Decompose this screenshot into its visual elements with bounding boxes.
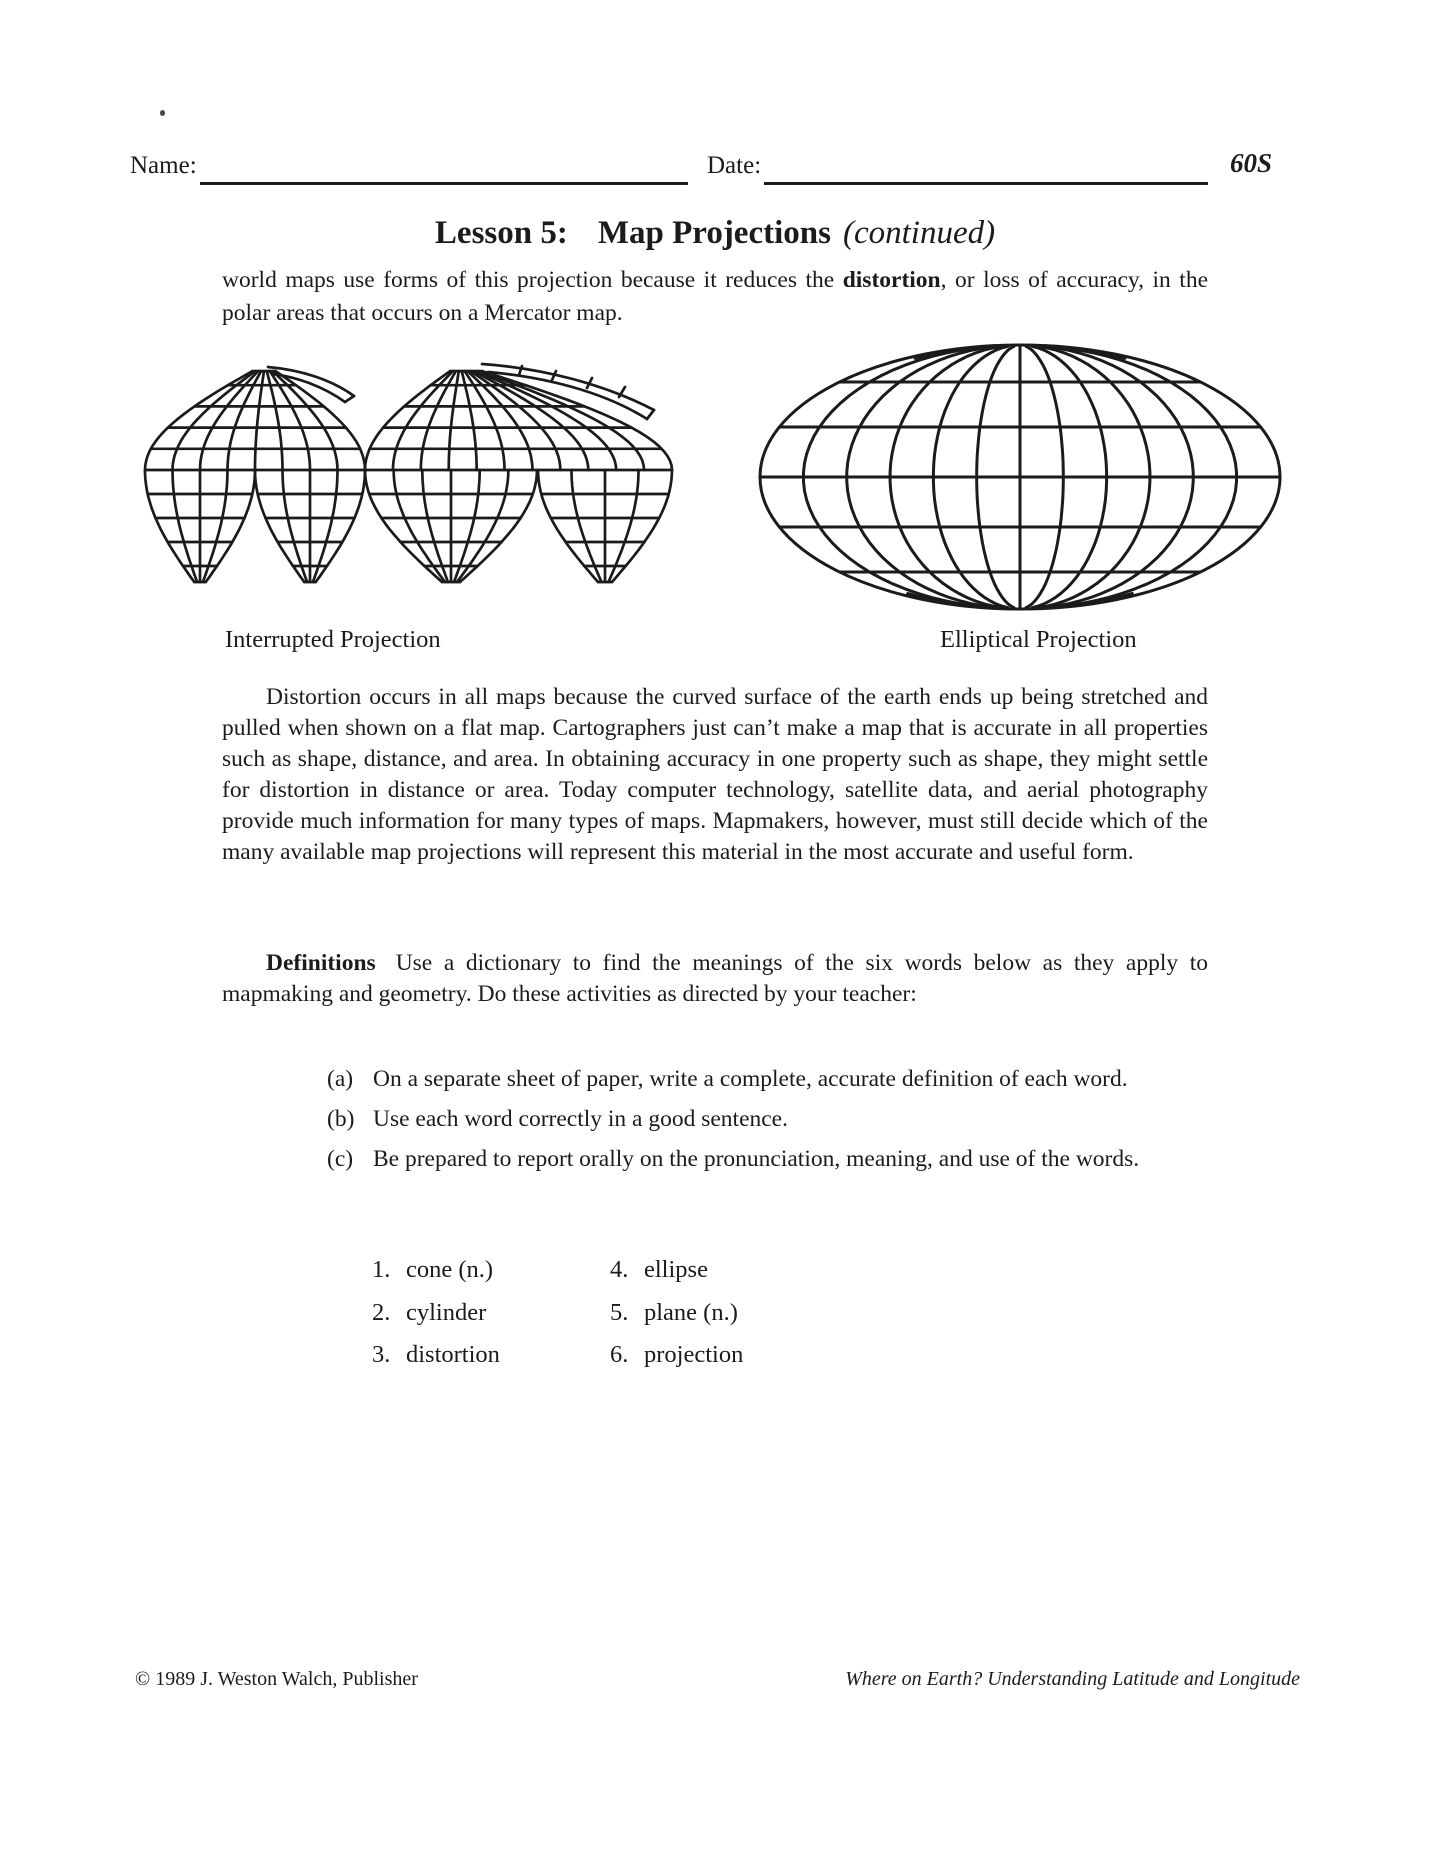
activity-text: On a separate sheet of paper, write a complete, accurate definition of each word. — [373, 1066, 1128, 1092]
word-list-column-2 — [610, 1256, 743, 1384]
title-continued: (continued) — [842, 215, 996, 251]
activity-item — [327, 1102, 1207, 1137]
figure-caption-left: Interrupted Projection — [225, 626, 441, 653]
word-text: cylinder — [406, 1298, 487, 1326]
activity-list — [327, 1062, 1207, 1182]
word-list-column-1 — [372, 1256, 500, 1384]
word-text: cone (n.) — [406, 1256, 494, 1283]
definitions-heading: Definitions — [266, 950, 376, 976]
word-number: 6. — [610, 1341, 629, 1368]
word-number: 3. — [372, 1341, 391, 1368]
lesson-title — [222, 215, 1208, 252]
word-number: 4. — [610, 1256, 629, 1283]
word-text: plane (n.) — [644, 1298, 738, 1326]
definitions-text: Use a dictionary to find the meanings of the six words below as they apply to mapmaking and geometry. Do these activities as directed by your teacher: — [222, 950, 1208, 1007]
activity-label: (b) — [327, 1106, 355, 1132]
activity-item — [327, 1142, 1207, 1177]
word-text: distortion — [406, 1341, 500, 1368]
word-item — [610, 1299, 743, 1342]
name-label: Name: — [130, 152, 197, 179]
word-number: 2. — [372, 1298, 391, 1326]
title-subject: Map Projections — [597, 215, 831, 251]
name-fill-line — [200, 156, 688, 185]
page-code: 60S — [1230, 148, 1273, 178]
definitions-paragraph — [222, 948, 1208, 1010]
activity-text: Use each word correctly in a good sentence. — [373, 1106, 788, 1132]
body-paragraph: Distortion occurs in all maps because the curved surface of the earth ends up being stretched and pulled when shown on a flat map. Cartographers just can’t make a map that is accurate in all properties such as shape, distance, and area. In obtaining accuracy in one property such as shape, they might settle for distortion in distance or area. Today computer technology, satellite data, and aerial photography provide much information for many types of maps. Mapmakers, however, must still decide which of the many available map projections will represent this material in the most accurate and useful form. — [222, 684, 1208, 865]
activity-text: Be prepared to report orally on the pronunciation, meaning, and use of the words. — [373, 1146, 1140, 1172]
date-fill-line — [764, 156, 1208, 185]
word-item — [610, 1341, 743, 1384]
word-item — [372, 1299, 500, 1342]
intro-text-pre: world maps use forms of this projection because it reduces the — [222, 267, 843, 293]
activity-label: (a) — [327, 1066, 354, 1092]
date-label: Date: — [707, 152, 762, 179]
word-text: projection — [644, 1341, 744, 1368]
figure-caption-right: Elliptical Projection — [940, 626, 1137, 653]
title-lesson-number: Lesson 5: — [434, 215, 568, 251]
word-number: 5. — [610, 1298, 629, 1326]
interrupted-projection-figure — [140, 340, 685, 595]
intro-paragraph — [222, 264, 1208, 330]
word-item — [372, 1256, 500, 1299]
activity-item — [327, 1062, 1207, 1097]
word-item — [610, 1256, 743, 1299]
footer-copyright: © 1989 J. Weston Walch, Publisher — [135, 1668, 418, 1690]
scan-artifact-dot — [160, 110, 165, 116]
word-number: 1. — [372, 1256, 391, 1283]
elliptical-projection-figure — [748, 337, 1293, 617]
footer-book-title: Where on Earth? Understanding Latitude and Longitude — [845, 1668, 1300, 1690]
word-list — [372, 1256, 972, 1391]
intro-text-post: , or loss of accuracy, in the polar areas that occurs on a Mercator map. — [222, 267, 1209, 326]
activity-label: (c) — [327, 1146, 354, 1172]
word-item — [372, 1341, 500, 1384]
word-text: ellipse — [644, 1256, 708, 1283]
intro-bold-word: distortion — [842, 267, 941, 293]
